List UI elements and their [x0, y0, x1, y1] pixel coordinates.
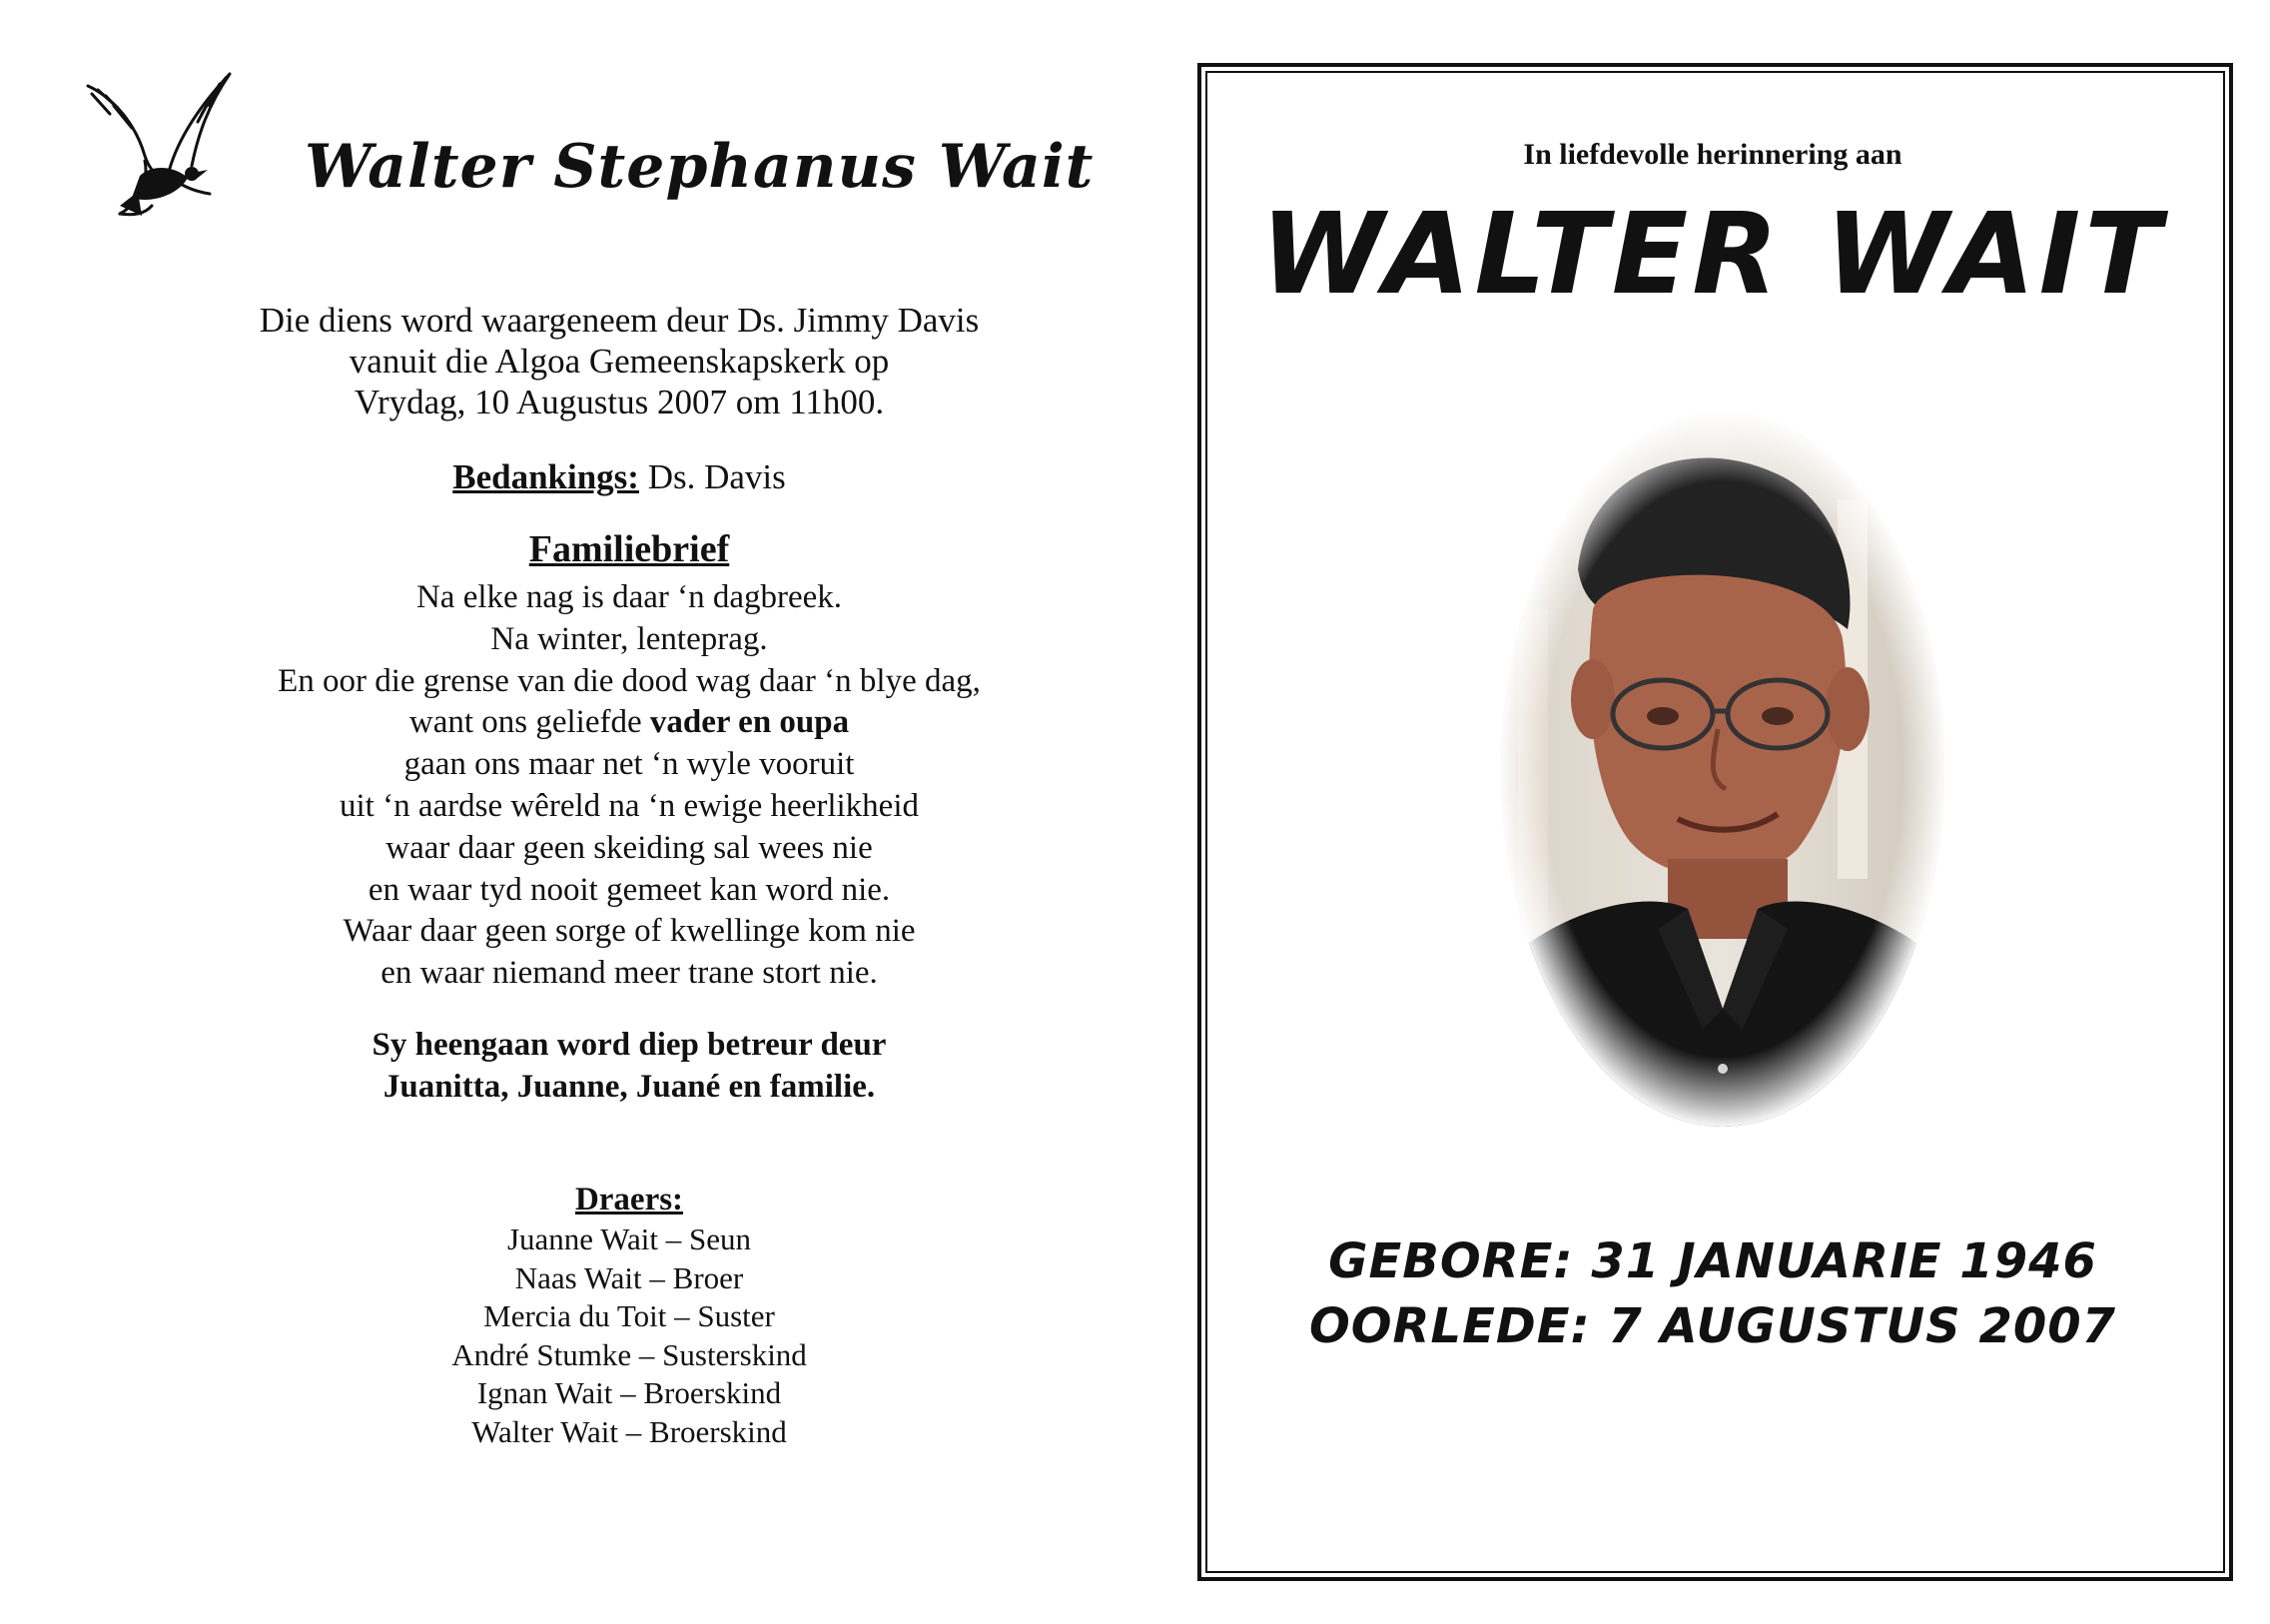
poem-line: Na elke nag is daar ‘n dagbreek. — [415, 579, 843, 615]
bearer-item: André Stumke – Susterskind — [451, 1336, 807, 1372]
grieved-line: Juanitta, Juanne, Juané en familie. — [382, 1069, 876, 1105]
poem-line: waar daar geen skeiding sal wees nie — [385, 829, 873, 866]
thanks-line — [220, 456, 1019, 497]
service-details — [220, 300, 1019, 422]
family-letter-title: Familiebrief — [528, 528, 730, 570]
thanks-label: Bedankings: — [452, 457, 639, 496]
birth-date: GEBORE: 31 JANUARIE 1946 — [1328, 1233, 2097, 1289]
family-letter-poem — [210, 577, 1049, 995]
bearers-title: Draers: — [574, 1182, 684, 1218]
poem-line: En oor die grense van die dood wag daar ‘n blye dag, — [278, 662, 981, 699]
cover-name: WALTER WAIT — [1260, 190, 2165, 320]
poem-line — [210, 702, 1049, 744]
bearer-item: Naas Wait – Broer — [514, 1259, 744, 1295]
service-line: vanuit die Algoa Gemeenskapskerk op — [349, 342, 890, 381]
poem-line-part: want ons geliefde — [408, 704, 642, 741]
bearer-item: Ignan Wait – Broerskind — [476, 1375, 782, 1410]
thanks-value: Ds. Davis — [647, 457, 786, 496]
grieved-by — [260, 1024, 999, 1108]
memory-line: In liefdevolle herinnering aan — [1523, 138, 1902, 171]
poem-line: en waar tyd nooit gemeet kan word nie. — [368, 871, 891, 908]
portrait-photo — [1498, 409, 1947, 1129]
bearer-item: Juanne Wait – Seun — [506, 1221, 752, 1256]
service-line: Vrydag, 10 Augustus 2007 om 11h00. — [354, 383, 885, 421]
grieved-line: Sy heengaan word diep betreur deur — [372, 1027, 887, 1063]
poem-line: gaan ons maar net ‘n wyle vooruit — [403, 746, 855, 783]
deceased-full-name: Walter Stephanus Wait — [305, 132, 1095, 202]
bearers-list — [330, 1220, 929, 1451]
bearer-item: Walter Wait – Broerskind — [471, 1413, 787, 1449]
service-line: Die diens word waargeneem deur Ds. Jimmy Davis — [259, 301, 980, 340]
bearer-item: Mercia du Toit – Suster — [483, 1298, 775, 1333]
dove-icon — [80, 66, 240, 226]
death-date: OORLEDE: 7 AUGUSTUS 2007 — [1308, 1298, 2117, 1354]
poem-emphasis: vader en oupa — [649, 704, 850, 741]
poem-line: en waar niemand meer trane stort nie. — [380, 955, 878, 992]
poem-line: uit ‘n aardse wêreld na ‘n ewige heerlikheid — [340, 787, 919, 824]
poem-line: Na winter, lenteprag. — [490, 620, 768, 657]
poem-line: Waar daar geen sorge of kwellinge kom nie — [343, 913, 916, 950]
